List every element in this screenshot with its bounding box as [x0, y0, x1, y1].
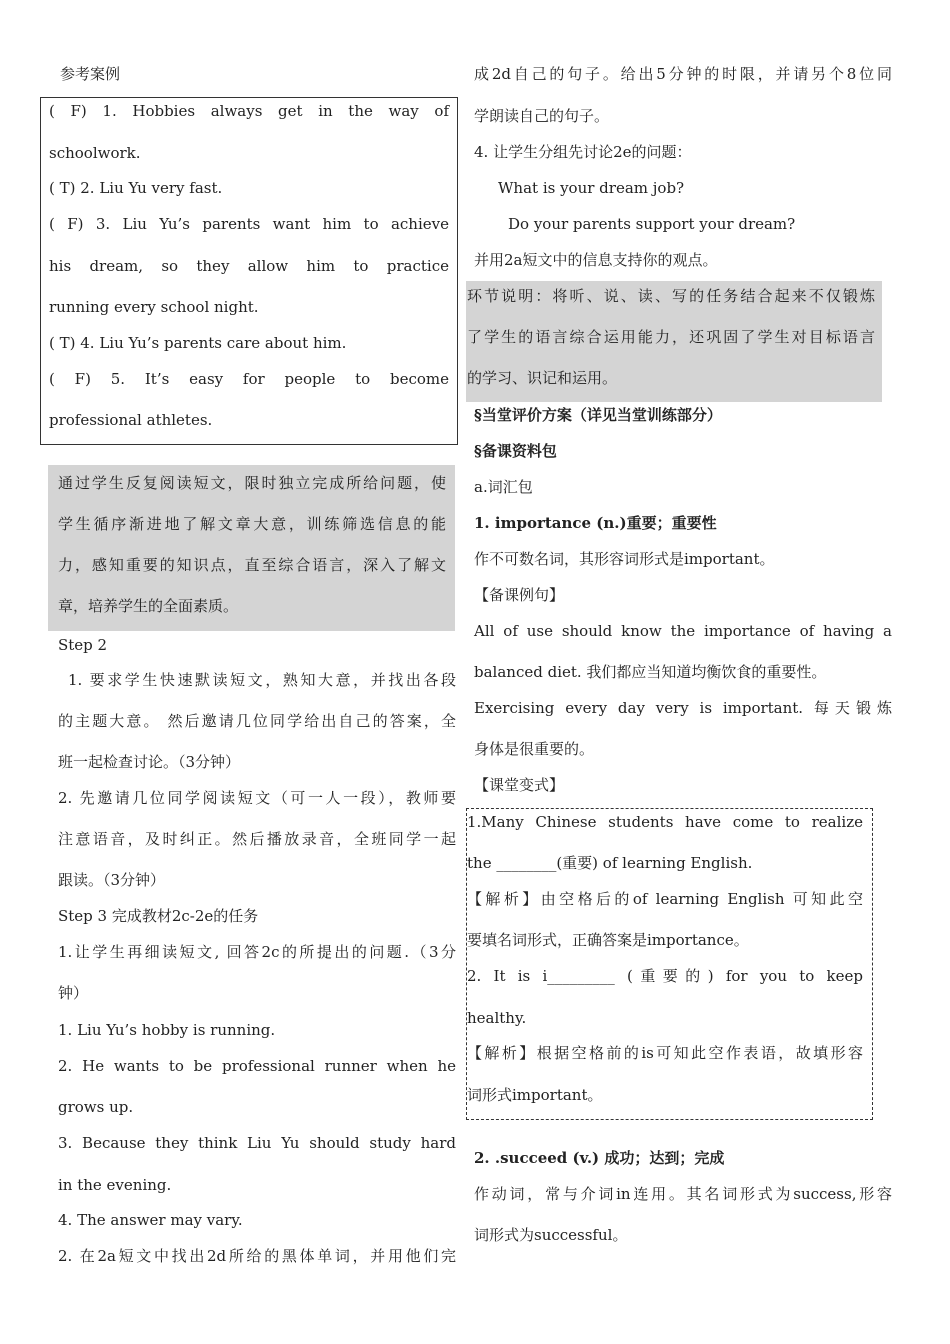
exercise-line: 2. It is i_________ (重要的) for you to keep [467, 967, 863, 985]
tf-line: ( T) 4. Liu Yu’s parents care about him. [49, 334, 347, 352]
resources-heading: §备课资料包 [474, 442, 557, 460]
left-body-line: 2. 在2a短文中找出2d所给的黑体单词，并用他们完 [58, 1247, 456, 1265]
exercise-line: 要填名词形式，正确答案是importance。 [467, 931, 749, 949]
right-mid-line: All of use should know the importance of having a [474, 622, 892, 640]
tf-line: professional athletes. [49, 411, 213, 429]
right-mid-line: balanced diet. 我们都应当知道均衡饮食的重要性。 [474, 663, 827, 681]
right-top-line: 成2d自己的句子。给出5分钟的时限，并请另个8位同 [474, 65, 892, 83]
left-body-line: 2. He wants to be professional runner when he [58, 1057, 456, 1075]
exercise-line: 【解析】由空格后的of learning English 可知此空 [467, 890, 863, 908]
word-importance-heading: 1. importance (n.)重要；重要性 [474, 514, 717, 532]
tf-line: his dream, so they allow him to practice [49, 257, 449, 275]
vocab-heading: a.词汇包 [474, 478, 533, 496]
step-note-line: 力，感知重要的知识点，直至综合语言，深入了解文 [58, 556, 446, 574]
exercise-line: the ________(重要) of learning English. [467, 854, 753, 872]
right-bottom-line: 作动词，常与介词in连用。其名词形式为success,形容 [474, 1185, 892, 1203]
exercise-line: 词形式important。 [467, 1086, 603, 1104]
left-body-line: 班一起检查讨论。（3分钟） [58, 753, 241, 771]
exercise-line: 【解析】根据空格前的is可知此空作表语，故填形容 [467, 1044, 863, 1062]
tf-line: ( F) 1. Hobbies always get in the way of [49, 102, 449, 120]
exercise-line: 1.Many Chinese students have come to realize [467, 813, 863, 831]
right-top-line: 4. 让学生分组先讨论2e的问题： [474, 143, 692, 161]
left-body-line: 1.让学生再细读短文, 回答2c的所提出的问题.（3分 [58, 943, 456, 961]
left-body-line: Step 3 完成教材2c-2e的任务 [58, 907, 259, 925]
right-mid-line: 作不可数名词，其形容词形式是important。 [474, 550, 775, 568]
section-note-line: 了学生的语言综合运用能力，还巩固了学生对目标语言 [467, 328, 875, 346]
section-note-line: 环节说明：将听、说、读、写的任务结合起来不仅锻炼 [467, 287, 875, 305]
tf-line: ( F) 3. Liu Yu’s parents want him to achieve [49, 215, 449, 233]
step-note-line: 章，培养学生的全面素质。 [58, 597, 239, 615]
left-body-line: grows up. [58, 1098, 134, 1116]
exercise-line: healthy. [467, 1009, 527, 1027]
section-note-line: 的学习、识记和运用。 [467, 369, 618, 387]
left-body-line: 1. Liu Yu’s hobby is running. [58, 1021, 276, 1039]
tf-line: ( T) 2. Liu Yu very fast. [49, 179, 223, 197]
right-top-line: 学朗读自己的句子。 [474, 107, 610, 125]
example-sentences-heading: 【备课例句】 [474, 586, 565, 604]
left-body-line: 跟读。（3分钟） [58, 871, 166, 889]
assessment-heading: §当堂评价方案（详见当堂训练部分） [474, 406, 722, 424]
left-body-line: 的主题大意。 然后邀请几位同学给出自己的答案，全 [58, 712, 456, 730]
tf-line: schoolwork. [49, 144, 141, 162]
tf-line: ( F) 5. It’s easy for people to become [49, 370, 449, 388]
word-succeed-heading: 2. .succeed (v.) 成功；达到；完成 [474, 1149, 725, 1167]
right-top-line: What is your dream job? [498, 179, 685, 197]
right-top-line: 并用2a短文中的信息支持你的观点。 [474, 251, 718, 269]
left-body-line: in the evening. [58, 1176, 172, 1194]
reference-case-title: 参考案例 [60, 65, 121, 83]
left-body-line: 3. Because they think Liu Yu should study hard [58, 1134, 456, 1152]
left-body-line: 注意语音，及时纠正。然后播放录音，全班同学一起 [58, 830, 456, 848]
left-body-line: 4. The answer may vary. [58, 1211, 243, 1229]
left-body-line: 2. 先邀请几位同学阅读短文（可一人一段），教师要 [58, 789, 456, 807]
step-note-line: 学生循序渐进地了解文章大意，训练筛选信息的能 [58, 515, 446, 533]
step-note-line: 通过学生反复阅读短文，限时独立完成所给问题，使 [58, 474, 446, 492]
tf-line: running every school night. [49, 298, 259, 316]
right-mid-line: 身体是很重要的。 [474, 740, 595, 758]
right-mid-line: Exercising every day very is important. 每天锻炼 [474, 699, 892, 717]
right-bottom-line: 词形式为successful。 [474, 1226, 628, 1244]
class-variation-heading: 【课堂变式】 [474, 776, 565, 794]
left-body-line: 1. 要求学生快速默读短文，熟知大意，并找出各段 [68, 671, 456, 689]
left-body-line: Step 2 [58, 636, 108, 654]
left-body-line: 钟） [58, 984, 89, 1002]
right-top-line: Do your parents support your dream? [508, 215, 796, 233]
